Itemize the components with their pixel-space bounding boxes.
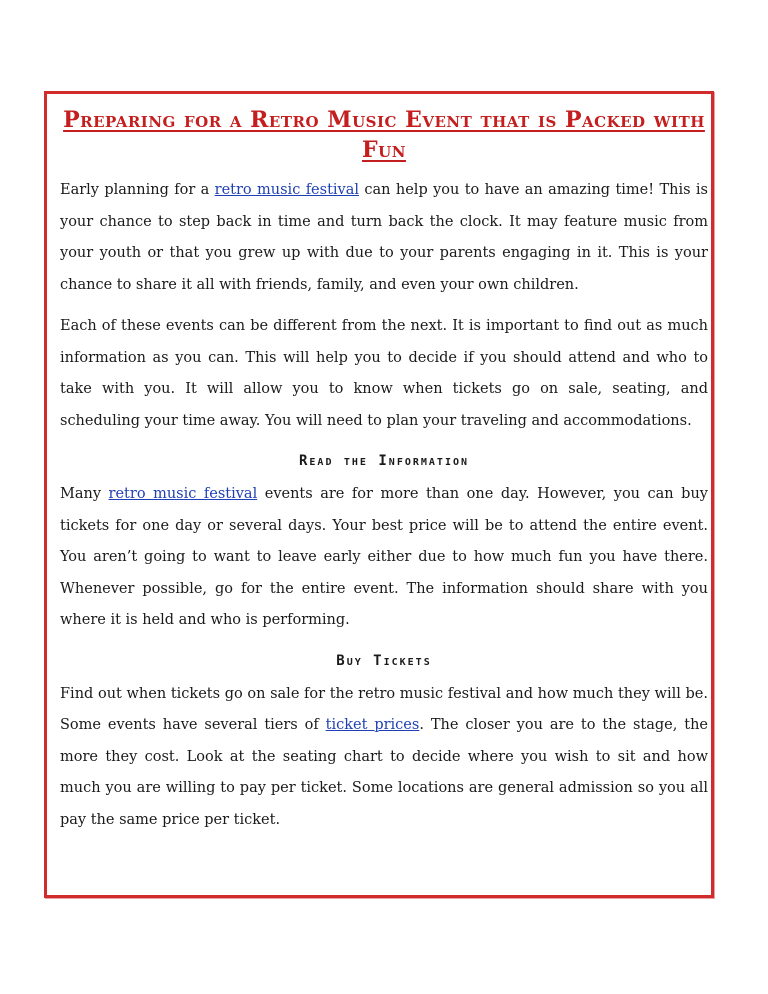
ticket-prices-link[interactable]: ticket prices (325, 717, 420, 733)
section-2-paragraph (60, 679, 708, 837)
section-heading-buy-tickets: Buy Tickets (336, 652, 432, 669)
section-1-text-after: events are for more than one day. However, you can buy tickets for one day or several days. Your best price will be to attend the entire event. You aren’t going to want to leave early either due to how much fun you have there. Whenever possible, go for the entire event. The information should share with you where it is held and who is performing. (60, 486, 708, 628)
section-2-text-after: . The closer you are to the stage, the more they cost. Look at the seating chart to decide where you wish to sit and how much you are willing to pay per ticket. Some locations are general admission so you all pay the same price per ticket. (60, 717, 709, 828)
section-heading-read-the-information: Read the Information (298, 453, 470, 469)
document-content (60, 105, 708, 846)
intro-paragraph-1-text-after: can help you to have an amazing time! This is your chance to step back in time and turn back the clock. It may feature music from your youth or that you grew up with due to your parents engaging in it. This is your chance to share it all with friends, family, and even your own children. (60, 182, 708, 293)
retro-music-festival-link[interactable]: retro music festival (214, 182, 360, 198)
retro-music-festival-link-2[interactable]: retro music festival (108, 486, 258, 502)
intro-paragraph-2: Each of these events can be different from the next. It is important to find out as much information as you can. This will help you to decide if you should attend and who to take with you. It will allow you to know when tickets go on sale, seating, and scheduling your time away. You will need to plan your traveling and accommodations. (60, 318, 708, 429)
section-1-paragraph (60, 479, 708, 637)
document-title: Preparing for a Retro Music Event that is Packed with Fun (63, 107, 705, 163)
section-2-text-before: Find out when tickets go on sale for the retro music festival and how much they will be. Some events have several tiers of (60, 685, 708, 733)
section-1-text-before: Many (60, 486, 109, 502)
intro-paragraph-1-text-before: Early planning for a (60, 182, 215, 198)
intro-paragraph-1 (60, 175, 708, 301)
